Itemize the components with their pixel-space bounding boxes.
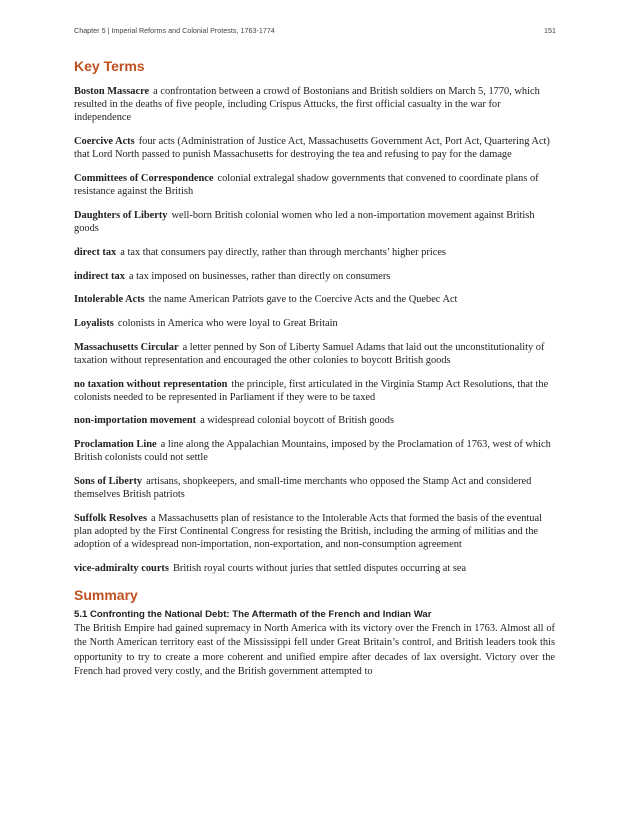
term-definition: four acts (Administration of Justice Act, Massachusetts Government Act, Port Act, Quartering Act) that Lord North passed to punish Massachusetts for destroying the tea and refusing to pay for the damage <box>74 136 550 161</box>
term-definition: a confrontation between a crowd of Bostonians and British soldiers on March 5, 1770, which resulted in the deaths of five people, including Crispus Attucks, the first official casualty in the war for independence <box>74 86 540 124</box>
key-term <box>74 438 555 464</box>
key-term <box>74 317 555 330</box>
term-definition: colonial extralegal shadow governments that convened to coordinate plans of resistance against the British <box>74 173 539 198</box>
key-term <box>74 135 555 161</box>
term-definition: a widespread colonial boycott of British goods <box>200 415 395 427</box>
summary-subheading: 5.1 Confronting the National Debt: The Aftermath of the French and Indian War <box>74 609 432 621</box>
key-term <box>74 172 555 198</box>
term-definition: a tax imposed on businesses, rather than directly on consumers <box>128 270 391 282</box>
key-term <box>74 414 555 427</box>
key-term <box>74 293 555 306</box>
term-name: Boston Massacre <box>74 86 150 97</box>
key-term <box>74 378 555 404</box>
term-name: Committees of Correspondence <box>74 173 214 185</box>
term-name: direct tax <box>74 246 117 258</box>
term-definition: the name American Patriots gave to the Coercive Acts and the Quebec Act <box>148 294 458 306</box>
term-definition: a tax that consumers pay directly, rather than through merchants’ higher prices <box>120 246 446 258</box>
key-terms-list <box>74 85 555 575</box>
key-term <box>74 512 555 552</box>
term-definition: a letter penned by Son of Liberty Samuel Adams that laid out the unconstitutionality of taxation without representation and encouraged the other colonies to boycott British goods <box>74 341 545 366</box>
term-name: non-importation movement <box>74 415 197 427</box>
key-terms-heading: Key Terms <box>74 58 145 74</box>
key-term <box>74 562 555 575</box>
term-name: Intolerable Acts <box>74 294 145 306</box>
term-name: Suffolk Resolves <box>74 512 148 524</box>
term-name: Proclamation Line <box>74 439 157 451</box>
term-definition: a Massachusetts plan of resistance to the Intolerable Acts that formed the basis of the eventual plan adopted by the First Continental Congress for resisting the British, including the arming of militias and the adoption of a widespread non-importation, non-exportation, and non-consumption agreement <box>74 512 542 551</box>
term-definition: the principle, first articulated in the Virginia Stamp Act Resolutions, that the colonists needed to be represented in Parliament if they were to be taxed <box>74 378 549 403</box>
key-term <box>74 209 555 235</box>
key-term <box>74 85 555 125</box>
term-definition: artisans, shopkeepers, and small-time merchants who opposed the Stamp Act and considered themselves British patriots <box>74 476 532 501</box>
term-definition: British royal courts without juries that settled disputes occurring at sea <box>172 563 467 575</box>
summary-heading: Summary <box>74 587 138 604</box>
term-name: vice-admiralty courts <box>74 563 169 575</box>
term-definition: a line along the Appalachian Mountains, imposed by the Proclamation of 1763, west of which British colonists could not settle <box>74 439 551 464</box>
term-definition: colonists in America who were loyal to Great Britain <box>117 317 338 329</box>
key-term <box>74 475 555 501</box>
page-content <box>74 58 555 679</box>
term-definition: well-born British colonial women who led a non-importation movement against British goods <box>74 209 535 235</box>
running-header <box>74 26 556 38</box>
page-number: 151 <box>544 26 556 35</box>
term-name: Sons of Liberty <box>74 476 143 488</box>
key-term <box>74 246 555 259</box>
chapter-title: Chapter 5 | Imperial Reforms and Colonial Protests, 1763-1774 <box>74 26 275 35</box>
term-name: Loyalists <box>74 317 114 329</box>
term-name: Daughters of Liberty <box>74 209 168 221</box>
term-name: no taxation without representation <box>74 378 228 390</box>
term-name: Coercive Acts <box>74 136 135 148</box>
term-name: Massachusetts Circular <box>74 341 179 353</box>
key-term <box>74 270 555 283</box>
key-term <box>74 341 555 367</box>
summary-paragraph: The British Empire had gained supremacy in North America with its victory over the French in 1763. Almost all of the North American territory east of the Mississippi fell under Great Britain’s control, and British leaders took this opportunity to try to create a more coherent and unified empire after decades of lax oversight. Victory over the French had proved very costly, and the British government attempted to <box>74 623 555 677</box>
term-name: indirect tax <box>74 270 125 282</box>
